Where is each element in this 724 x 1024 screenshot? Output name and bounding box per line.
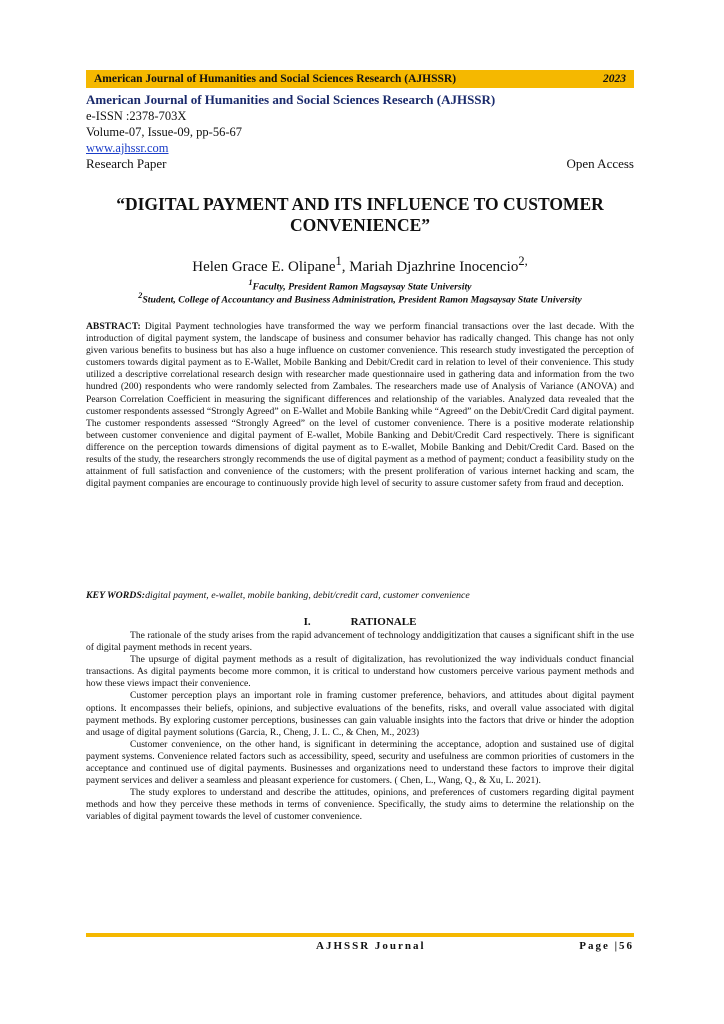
banner-journal-name: American Journal of Humanities and Social Sciences Research (AJHSSR) (94, 73, 457, 85)
author-1: Helen Grace E. Olipane (192, 259, 336, 275)
journal-url-link[interactable]: www.ajhssr.com (86, 141, 169, 155)
body-text (86, 630, 634, 824)
affiliation-2-text: Student, College of Accountancy and Business Administration, President Ramon Magsaysay State University (142, 294, 582, 306)
keywords (86, 590, 634, 601)
footer-divider (86, 933, 634, 937)
paper-type: Research Paper (86, 156, 167, 171)
author-separator: , (341, 259, 350, 275)
affiliation-2 (86, 291, 634, 305)
affiliation-1-text: Faculty, President Ramon Magsaysay State University (252, 281, 472, 293)
issn: e-ISSN :2378-703X (86, 109, 187, 123)
abstract (86, 321, 634, 490)
access-type: Open Access (566, 156, 634, 171)
banner-year: 2023 (603, 73, 626, 85)
footer-journal: AJHSSR Journal (316, 940, 426, 952)
section-title: RATIONALE (350, 616, 417, 628)
paragraph: Customer perception plays an important role in framing customer preference, behaviors, and attitudes about digital payment options. It encompasses their beliefs, opinions, and subjective evaluations of the benefits, risks, and overall value associated with digital payment methods. By exploring customer perceptions, businesses can gain valuable insights into the factors that drive or hinder the adoption and usage of digital payment solutions (Garcia, R., Cheng, J. L. C., & Chen, M., 2023) (86, 690, 634, 738)
paragraph: The study explores to understand and describe the attitudes, opinions, and preferences of customers regarding digital payment methods and how they perceive these methods in terms of convenience. Specifically, the study aims to determine the relationship on the variables of digital payment towards the level of customer convenience. (86, 787, 634, 823)
volume-info: Volume-07, Issue-09, pp-56-67 (86, 125, 242, 139)
abstract-label: ABSTRACT: (86, 321, 141, 332)
title-line-2: CONVENIENCE” (289, 215, 431, 235)
paragraph: The upsurge of digital payment methods as a result of digitalization, has revolutionized the way individuals conduct financial transactions. As digital payments become more common, it is critical to understand how customers perceive various payment methods and how these views impact their convenience. (86, 654, 634, 690)
paper-title (86, 194, 634, 236)
section-heading (86, 616, 634, 628)
authors (86, 254, 634, 276)
abstract-text: Digital Payment technologies have transformed the way we perform financial transactions over the last decade. With the introduction of digital payment system, the landscape of business and consumer behavior has radically changed. This change has not only given various benefits to business but has also a huge influence on customer convenience. This research study investigated the perception of customers towards digital payment as to E-Wallet, Mobile Banking and Debit/Credit card in relation to level of their convenience. This study utilized a descriptive correlational research design with researcher made questionnaire used in gathering data and information from the two hundred (200) respondents who were randomly selected from Zambales. The researchers made use of Analysis of Variance (ANOVA) and Pearson Correlation Coefficient in measuring the significant differences and relationship of the variables. Analyzed data revealed that the customer respondents assessed “Strongly Agreed” on E-Wallet and Mobile Banking while “Agreed” on the Debit/Credit Card digital payment. The customer respondents assessed “Strongly Agreed” on the level of customer convenience. There is a positive moderate relationship between customer convenience and digital payment of E-wallet, Mobile Banking and Debit/Credit Card respectively. There is significant difference on the perception towards dimensions of digital payment as to E-wallet, Mobile Banking and Debit/Credit Card. Based on the results of the study, the researchers strongly recommends the use of digital payment as a method of payment; conduct a feasibility study on the attainment of full satisfaction and convenience of the customers; with the present proliferation of various internet hacking and scam, the digital payment companies are encourage to continuously provide high level of security to assure customer safety from fraud and deception. (86, 321, 634, 490)
author-2-sup: 2, (518, 254, 528, 268)
affiliation-2-sup: 2 (138, 291, 143, 300)
affiliation-1-sup: 1 (248, 278, 253, 287)
page-number: Page |56 (579, 940, 634, 952)
journal-banner (86, 70, 634, 88)
author-1-sup: 1 (335, 254, 342, 268)
journal-header (86, 92, 634, 172)
section-number: I. (303, 616, 311, 628)
paragraph: Customer convenience, on the other hand, is significant in determining the acceptance, adoption and sustained use of digital payment systems. Convenience related factors such as accessibility, speed, security and usefulness are common priorities of customers in the acceptance and continued use of digital payments. Businesses and organizations need to understand these factors to improve their digital payment services and deliver a seamless and pleasant experience for customers. ( Chen, L., Wang, Q., & Xu, L. 2021). (86, 738, 634, 787)
keywords-label: KEY WORDS: (86, 590, 146, 601)
title-line-1: “DIGITAL PAYMENT AND ITS INFLUENCE TO CUSTOMER (116, 194, 604, 214)
author-2: Mariah Djazhrine Inocencio (349, 259, 519, 275)
journal-name: American Journal of Humanities and Social Sciences Research (AJHSSR) (86, 92, 496, 107)
keywords-text: digital payment, e-wallet, mobile banking, debit/credit card, customer convenience (145, 590, 470, 601)
paragraph: The rationale of the study arises from the rapid advancement of technology anddigitization that causes a significant shift in the use of digital payment methods in recent years. (86, 630, 634, 654)
